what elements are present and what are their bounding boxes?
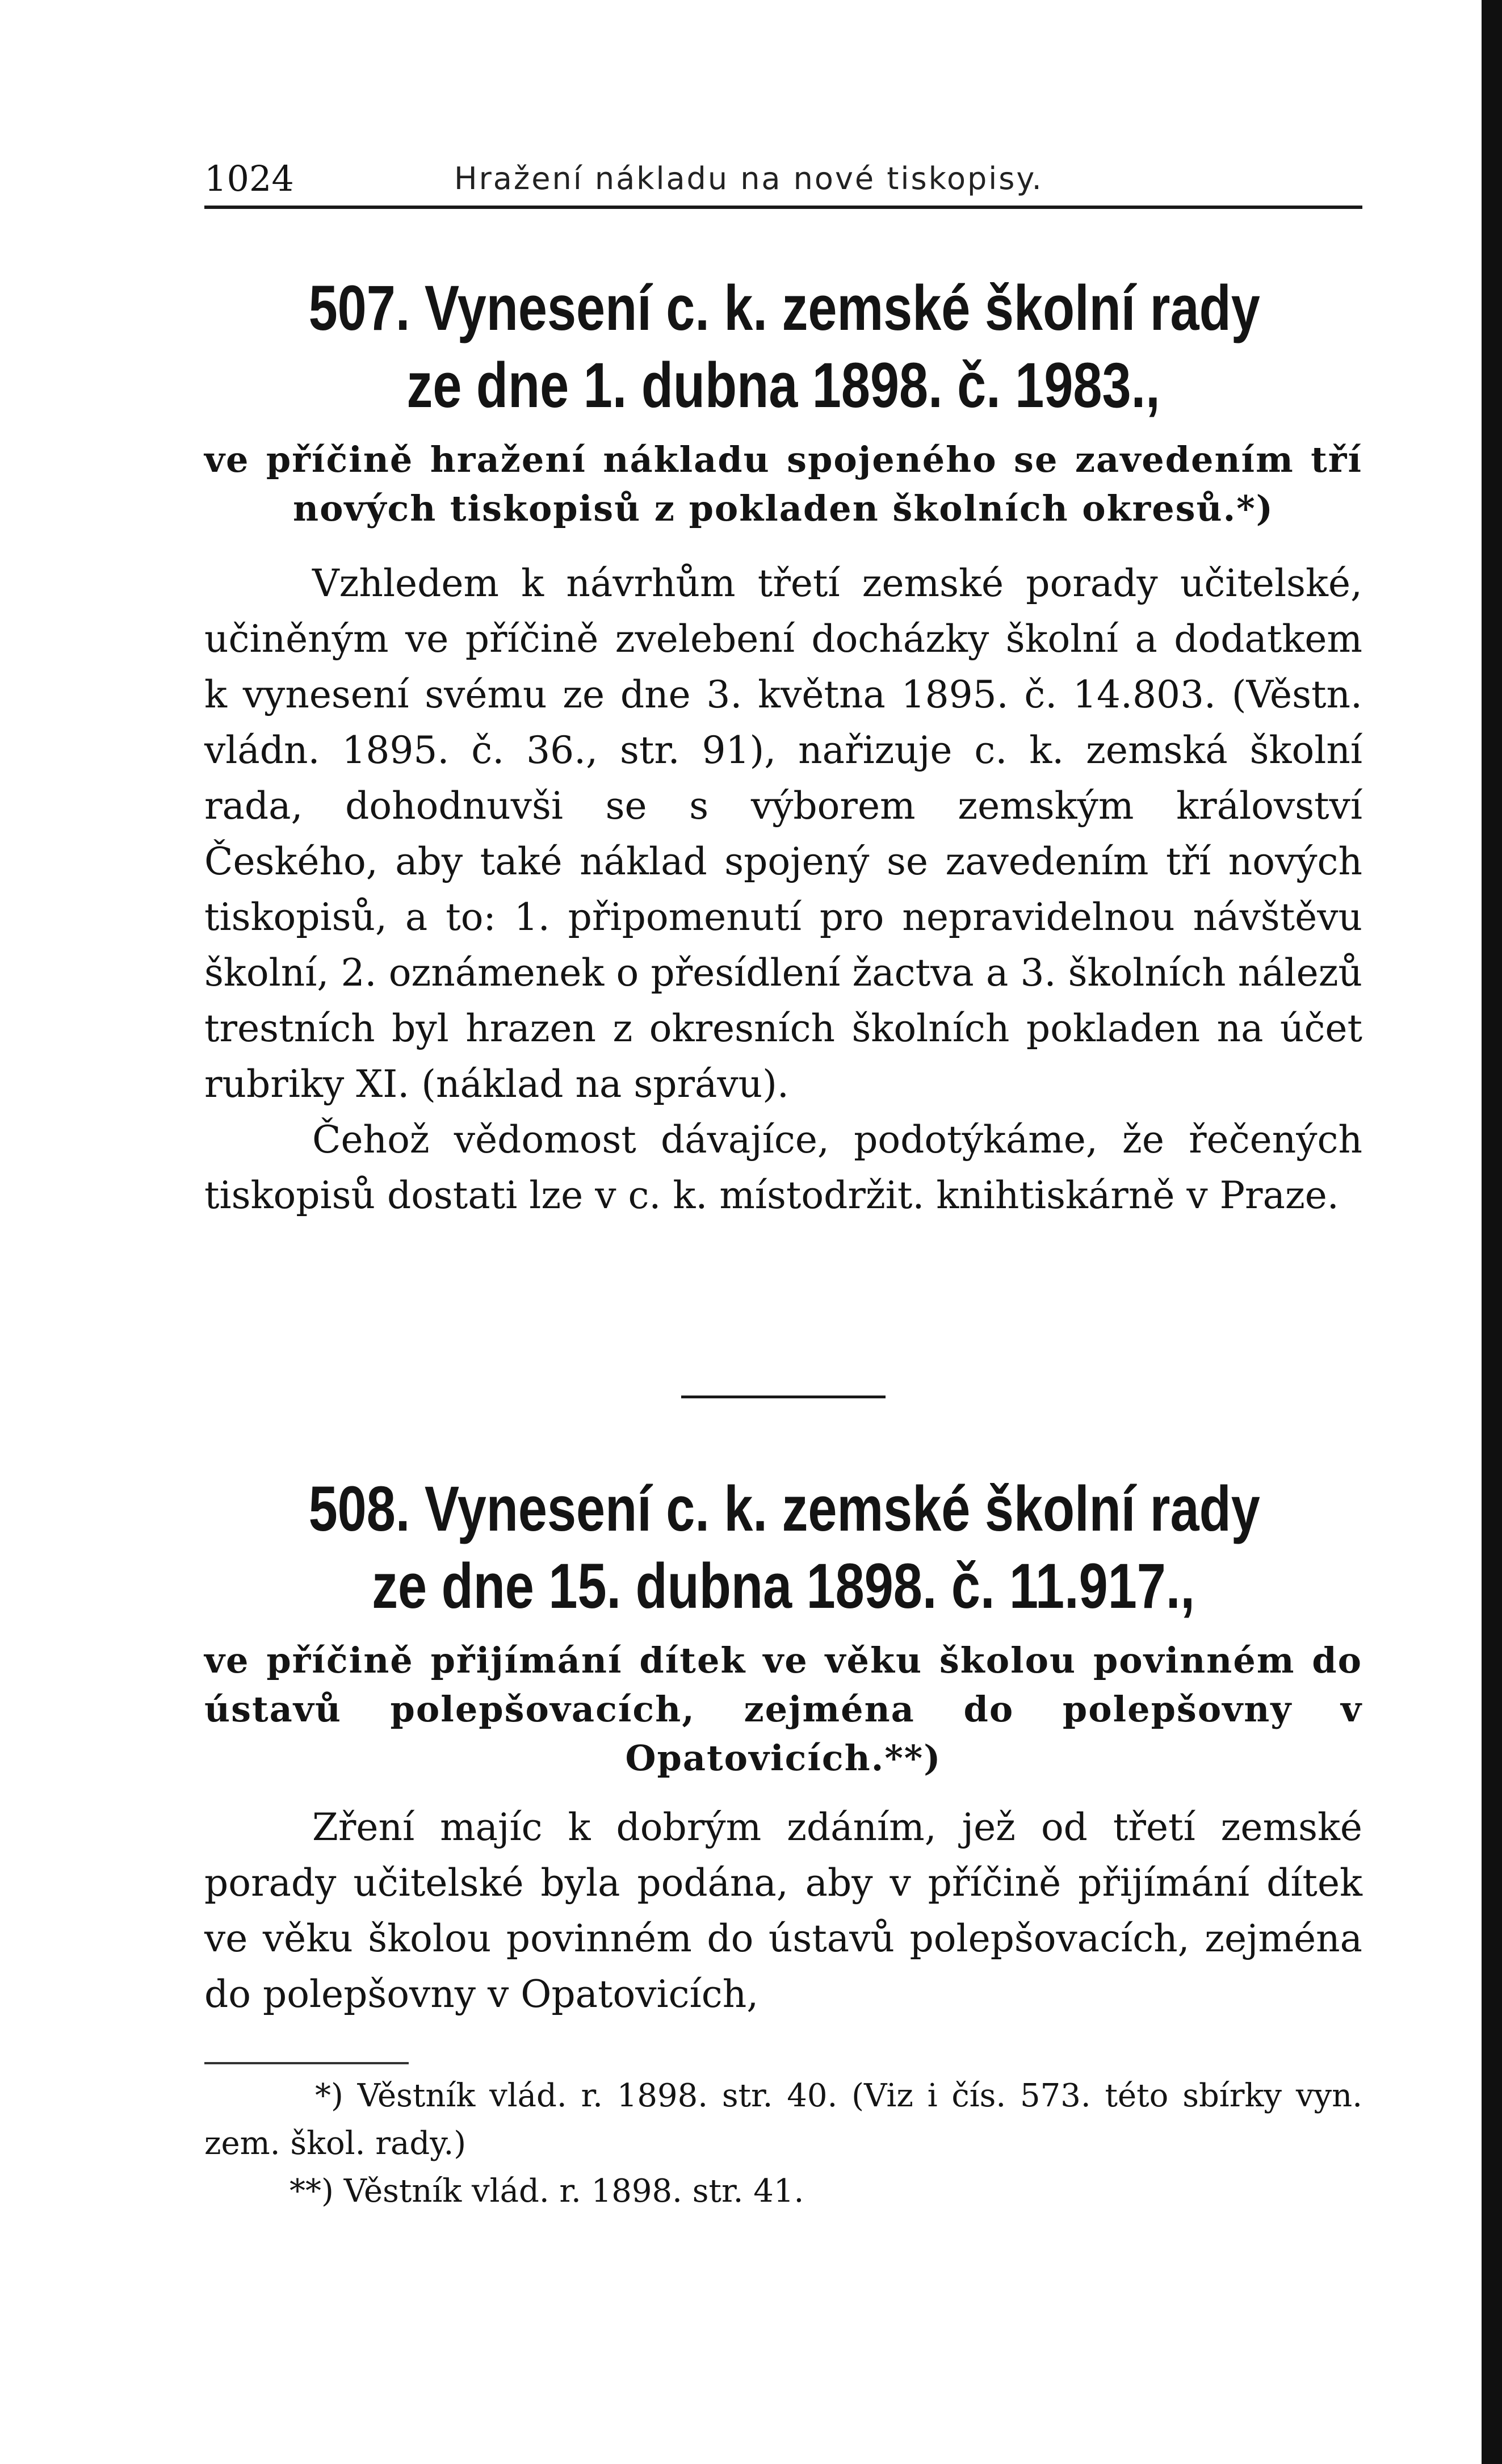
section-508-heading-line2: ze dne 15. dubna 1898. č. 11.917., <box>372 1551 1195 1621</box>
section-507-heading-line2: ze dne 1. dubna 1898. č. 1983., <box>406 350 1160 421</box>
section-507-paragraph-1: Vzhledem k návrhům třetí zemské porady učitelské, učiněným ve příčině zvelebení docházky školní a dodatkem k vynesení svému ze dne 3. května 1895. č. 14.803. (Věstn. vládn. 1895. č. 36., str. 91), nařizuje c. k. zemská školní rada, dohodnuvši se s výborem zemským království Českého, aby také náklad spojený se zavedením tří nových tiskopisů, a to: 1. připomenutí pro nepravidelnou návštěvu školní, 2. oznámenek o přesídlení žactva a 3. školních nálezů trestních byl hrazen z okresních školních pokladen na účet rubriky XI. (náklad na správu). <box>204 561 1362 1106</box>
running-title: Hražení nákladu na nové tiskopisy. <box>454 161 1043 196</box>
running-header <box>204 153 1362 204</box>
page-edge-shadow <box>1482 0 1502 2464</box>
section-507-heading-line1: 507. Vynesení c. k. zemské školní rady <box>308 273 1260 343</box>
footnotes <box>204 2072 1362 2215</box>
section-508-paragraph-1: Zření majíc k dobrým zdáním, jež od třetí zemské porady učitelské byla podána, aby v příčině přijímání dítek ve věku školou povinném do ústavů polepšovacích, zejména do polepšovny v Opatovicích, <box>204 1805 1362 2016</box>
page-number: 1024 <box>204 158 294 199</box>
section-508 <box>204 1470 1362 2022</box>
section-507 <box>204 270 1362 1223</box>
header-rule <box>204 206 1362 209</box>
footnote-1: *) Věstník vlád. r. 1898. str. 40. (Viz i čís. 573. této sbírky vyn. zem. škol. rady.) <box>204 2077 1362 2162</box>
footnote-2: **) Věstník vlád. r. 1898. str. 41. <box>290 2173 804 2210</box>
section-508-subtitle: ve příčině přijímání dítek ve věku školou povinném do ústavů polepšovacích, zejména do polepšovny v Opatovicích.**) <box>204 1640 1362 1779</box>
section-508-heading-line1: 508. Vynesení c. k. zemské školní rady <box>308 1473 1260 1544</box>
section-507-paragraph-2: Čehož vědomost dávajíce, podotýkáme, že řečených tiskopisů dostati lze v c. k. místodržit. knihtiskárně v Praze. <box>204 1118 1362 1217</box>
section-507-subtitle: ve příčině hražení nákladu spojeného se zavedením tří nových tiskopisů z pokladen školních okresů.*) <box>204 439 1362 529</box>
footnote-rule <box>204 2062 409 2064</box>
section-separator <box>681 1396 886 1398</box>
